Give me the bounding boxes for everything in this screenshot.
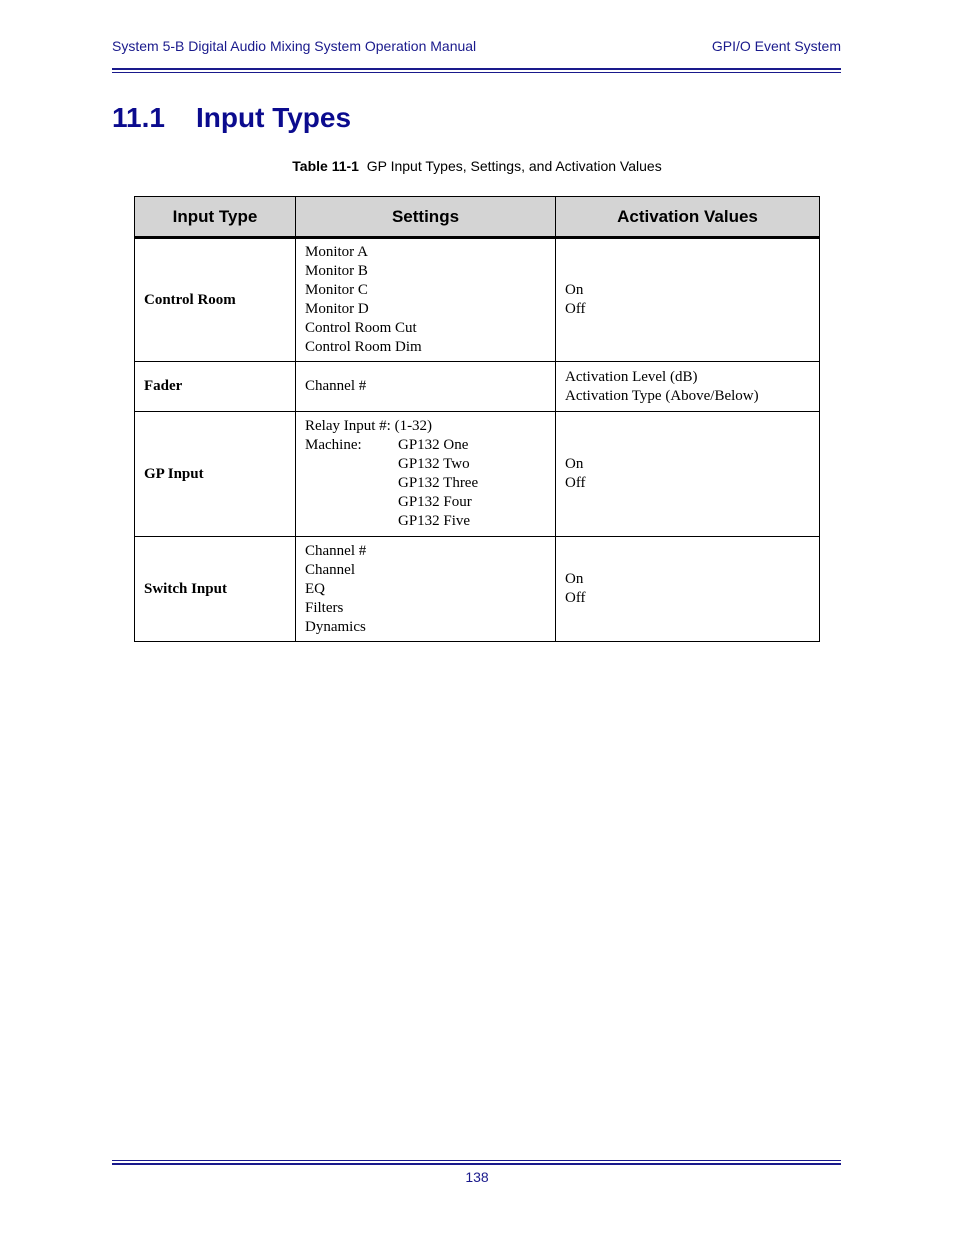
footer-rule-thin [112, 1160, 841, 1161]
machine-label: Machine: [305, 437, 362, 453]
activation-cell [556, 238, 820, 362]
activation-item: Off [565, 590, 586, 606]
activation-cell [556, 362, 820, 412]
table-header-row [135, 197, 820, 238]
input-type-cell: Switch Input [135, 537, 296, 642]
input-type-cell: Fader [135, 362, 296, 412]
setting-item: Monitor C [305, 282, 368, 298]
setting-item: Channel # [305, 378, 367, 394]
input-type-cell: Control Room [135, 238, 296, 362]
page-number: 138 [465, 1169, 489, 1185]
settings-cell [296, 238, 556, 362]
header-input-type: Input Type [135, 197, 296, 238]
setting-item: Monitor A [305, 244, 368, 260]
activation-item: On [565, 571, 584, 587]
input-types-table [134, 196, 820, 642]
setting-item: Control Room Dim [305, 339, 422, 355]
machine-row [305, 436, 547, 455]
section-title: Input Types [196, 102, 352, 133]
setting-item: Filters [305, 599, 344, 616]
header-activation-values: Activation Values [556, 197, 820, 238]
header-rule [112, 68, 841, 70]
section-heading [112, 102, 351, 134]
setting-item: EQ [305, 580, 325, 597]
activation-item: Off [565, 301, 586, 317]
header-settings: Settings [296, 197, 556, 238]
table-caption-label: Table 11-1 [292, 158, 359, 174]
table-row [135, 537, 820, 642]
footer-rule [112, 1163, 841, 1165]
table-caption [0, 158, 954, 174]
setting-item: Channel [305, 561, 355, 578]
manual-title: System 5-B Digital Audio Mixing System Operation Manual [112, 38, 477, 54]
setting-item: Control Room Cut [305, 320, 417, 336]
settings-cell [296, 362, 556, 412]
activation-cell [556, 537, 820, 642]
table-caption-text: GP Input Types, Settings, and Activation Values [366, 158, 662, 174]
machine-item: GP132 Two [398, 456, 470, 472]
settings-cell [296, 412, 556, 537]
chapter-title: GPI/O Event System [711, 38, 841, 54]
activation-item: Activation Level (dB) [565, 368, 698, 385]
machine-item: GP132 One [398, 437, 469, 453]
activation-cell [556, 412, 820, 537]
activation-item: On [565, 456, 584, 472]
section-number: 11.1 [112, 102, 165, 133]
activation-item: Off [565, 475, 586, 491]
setting-item: Dynamics [305, 618, 366, 635]
activation-item: Activation Type (Above/Below) [565, 387, 759, 404]
table-row [135, 238, 820, 362]
activation-item: On [565, 282, 584, 298]
table-row [135, 412, 820, 537]
machine-item: GP132 Three [398, 475, 479, 491]
table-row [135, 362, 820, 412]
setting-item: Monitor D [305, 301, 369, 317]
setting-item: Monitor B [305, 263, 368, 279]
machine-item: GP132 Five [398, 513, 471, 529]
settings-cell [296, 537, 556, 642]
input-type-cell: GP Input [135, 412, 296, 537]
machine-item: GP132 Four [398, 494, 472, 510]
setting-item: Relay Input #: (1-32) [305, 418, 433, 434]
header-rule-thin [112, 72, 841, 73]
setting-item: Channel # [305, 542, 367, 559]
